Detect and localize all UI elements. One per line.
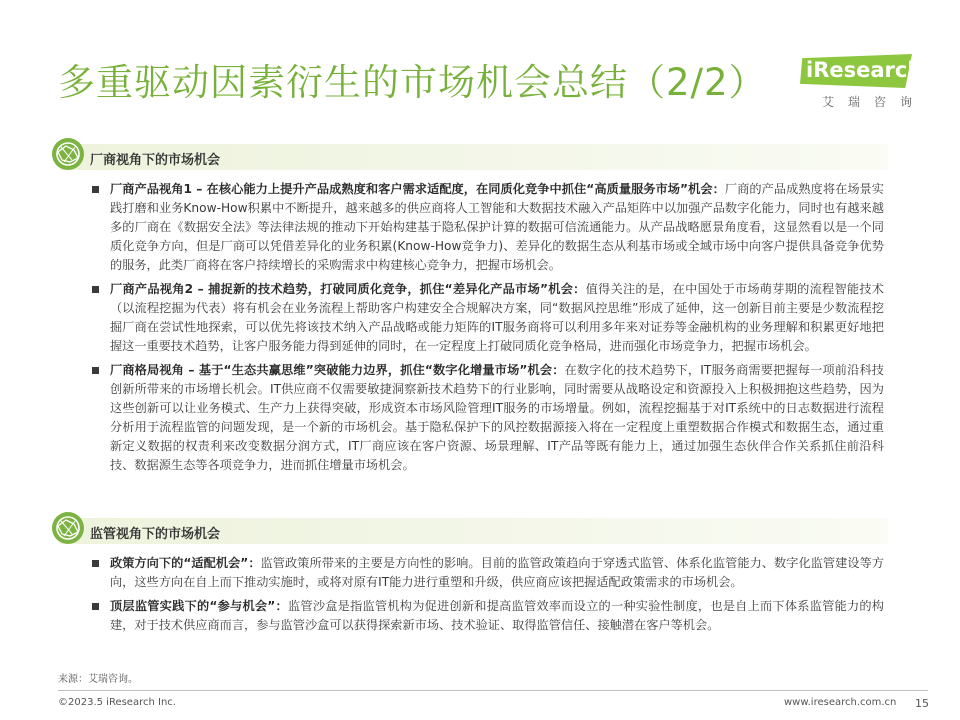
bullet-lead: 政策方向下的“适配机会”： bbox=[110, 556, 261, 570]
bullet-lead: 厂商产品视角1 – 在核心能力上提升产品成熟度和客户需求适配度，在同质化竞争中抓住“高质量服务市场”机会： bbox=[110, 182, 725, 196]
iresearch-logo bbox=[800, 50, 927, 110]
regulatory-bullet-list bbox=[92, 554, 884, 635]
section-header-regulatory bbox=[60, 518, 888, 544]
copyright: ©2023.5 iResearch Inc. bbox=[58, 697, 176, 708]
list-item bbox=[92, 280, 884, 356]
bullet-lead: 顶层监管实践下的“参与机会”： bbox=[110, 599, 288, 613]
page-title: 多重驱动因素衍生的市场机会总结（2/2） bbox=[58, 61, 767, 104]
bullet-square-icon bbox=[92, 286, 99, 293]
section-title: 厂商视角下的市场机会 bbox=[90, 153, 221, 168]
vendor-bullet-list bbox=[92, 180, 884, 475]
source-note: 来源：艾瑞咨询。 bbox=[58, 674, 138, 685]
bullet-lead: 厂商格局视角 – 基于“生态共赢思维”突破能力边界，抓住“数字化增量市场”机会： bbox=[110, 363, 565, 377]
bullet-body: 监管政策所带来的主要是方向性的影响。目前的监管政策趋向于穿透式监管、体系化监管能力、数字化监管建设等方向，这些方向在自上而下推动实施时，或将对原有IT能力进行重塑和升级，供应商应该把握适配政策需求的市场机会。 bbox=[110, 556, 884, 589]
bullet-square-icon bbox=[92, 560, 99, 567]
website-link[interactable]: www.iresearch.com.cn bbox=[784, 697, 897, 708]
logo-wordmark: iResearch bbox=[806, 58, 923, 82]
list-item bbox=[92, 554, 884, 592]
bullet-lead: 厂商产品视角2 – 捕捉新的技术趋势，打破同质化竞争，抓住“差异化产品市场”机会： bbox=[110, 282, 586, 296]
list-item bbox=[92, 361, 884, 475]
globe-icon bbox=[52, 512, 84, 544]
logo-chinese: 艾瑞咨询 bbox=[822, 95, 927, 109]
list-item bbox=[92, 597, 884, 635]
section-title: 监管视角下的市场机会 bbox=[90, 527, 221, 542]
bullet-square-icon bbox=[92, 186, 99, 193]
bullet-body: 监管沙盒是指监管机构为促进创新和提高监管效率而设立的一种实验性制度，也是自上而下体系监管能力的构建，对于技术供应商而言，参与监管沙盒可以获得探索新市场、技术验证、取得监管信任、接触潜在客户等机会。 bbox=[110, 599, 884, 632]
bullet-square-icon bbox=[92, 603, 99, 610]
section-header-vendor bbox=[60, 144, 888, 170]
globe-icon bbox=[52, 138, 84, 170]
bullet-body: 厂商的产品成熟度将在场景实践打磨和业务Know-How积累中不断提升，越来越多的供应商将人工智能和大数据技术融入产品矩阵中以加强产品数字化能力，同时也有越来越多的厂商在《数据安全法》等法律法规的推动下开始构建基于隐私保护计算的数据可信流通能力。从产品战略愿景角度看，这显然看以是一个同质化竞争方向，但是厂商可以凭借差异化的业务积累(Know-How竞争力)、差异化的数据生态从利基市场或全域市场中向客户提供具备竞争优势的服务，此类厂商将在客户持续增长的采购需求中构建核心竞争力，把握市场机会。 bbox=[110, 182, 884, 272]
page-number: 15 bbox=[915, 697, 929, 710]
footer-divider bbox=[58, 690, 928, 691]
list-item bbox=[92, 180, 884, 275]
bullet-body: 在数字化的技术趋势下，IT服务商需要把握每一项前沿科技创新所带来的市场增长机会。IT供应商不仅需要敏捷洞察新技术趋势下的行业影响，同时需要从战略设定和资源投入上积极拥抱这些趋势，因为这些创新可以让业务模式、生产力上获得突破，形成资本市场风险管理IT服务的市场增量。例如，流程挖掘基于对IT系统中的日志数据进行流程分析用于流程监管的问题发现，是一个新的市场机会。基于隐私保护下的风控数据源接入将在一定程度上重塑数据合作模式和数据生态，通过重新定义数据的权责利来改变数据分润方式，IT厂商应该在客户资源、场景理解、IT产品等既有能力上，通过加强生态伙伴合作关系抓住前沿科技、数据源生态等各项竞争力，进而抓住增量市场机会。 bbox=[110, 363, 884, 472]
bullet-square-icon bbox=[92, 367, 99, 374]
bullet-body: 值得关注的是，在中国处于市场萌芽期的流程智能技术（以流程挖掘为代表）将有机会在业务流程上帮助客户构建安全合规解决方案，同“数据风控思维”形成了延伸，这一创新目前主要是少数流程挖掘厂商在尝试性地探索，可以优先将该技术纳入产品战略或能力矩阵的IT服务商将可以利用多年来对证券等金融机构的业务理解和积累更好地把握这一重要技术趋势，让客户服务能力得到延伸的同时，在一定程度上打破同质化竞争格局，进而强化市场竞争力，把握市场机会。 bbox=[110, 282, 884, 353]
